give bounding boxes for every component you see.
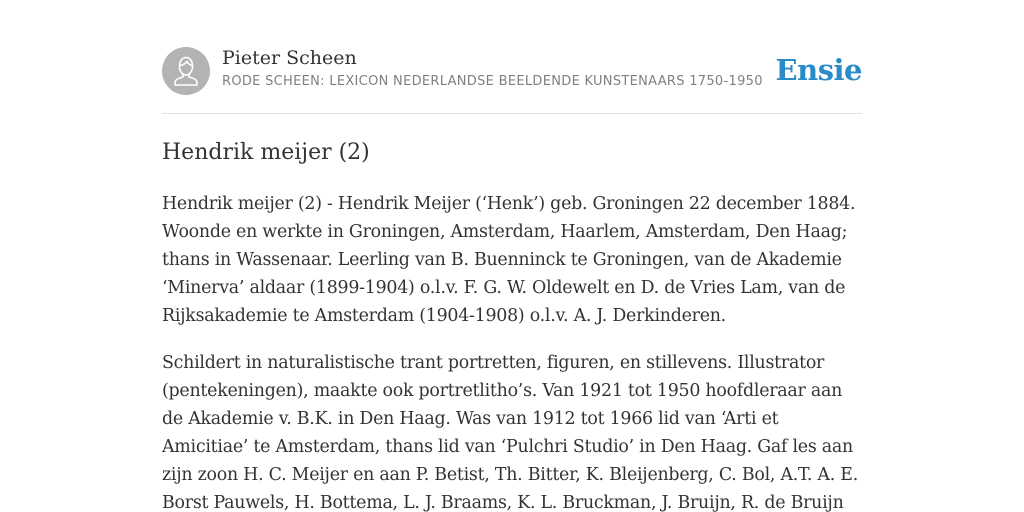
author-avatar[interactable] <box>162 47 210 95</box>
author-name[interactable]: Pieter Scheen <box>222 47 357 69</box>
entry-paragraph: Schildert in naturalistische trant portretten, figuren, en stillevens. Illustrator (pentekeningen), maakte ook portretlitho’s. Van 1921 tot 1950 hoofdleraar aan de Akademie v. B.K. in Den Haag. Was van 1912 tot 1966 lid van ‘Arti et Amicitiae’ te Amsterdam, thans lid van ‘Pulchri Studio’ in Den Haag. Gaf les aan zijn zoon H. C. Meijer en aan P. Betist, Th. Bitter, K. Bleijenberg, C. Bol, A.T. A. E. Borst Pauwels, H. Bottema, L. J. Braams, K. L. Bruckman, J. Bruijn, R. de Bruijn <box>162 353 858 512</box>
user-silhouette-icon <box>162 47 210 95</box>
source-title[interactable]: RODE SCHEEN: LEXICON NEDERLANDSE BEELDENDE KUNSTENAARS 1750-1950 <box>222 74 763 89</box>
entry-body <box>162 190 862 512</box>
entry-header <box>162 46 862 96</box>
entry-paragraph: Hendrik meijer (2) - Hendrik Meijer (‘Henk’) geb. Groningen 22 december 1884. Woonde en werkte in Groningen, Amsterdam, Haarlem, Amsterdam, Den Haag; thans in Wassenaar. Leerling van B. Buenninck te Groningen, van de Akademie ‘Minerva’ aldaar (1899-1904) o.l.v. F. G. W. Oldewelt en D. de Vries Lam, van de Rijksakademie te Amsterdam (1904-1908) o.l.v. A. J. Derkinderen. <box>162 194 856 326</box>
header-divider <box>162 113 862 114</box>
ensie-logo[interactable]: Ensie <box>775 53 862 87</box>
entry-title: Hendrik meijer (2) <box>162 140 370 165</box>
